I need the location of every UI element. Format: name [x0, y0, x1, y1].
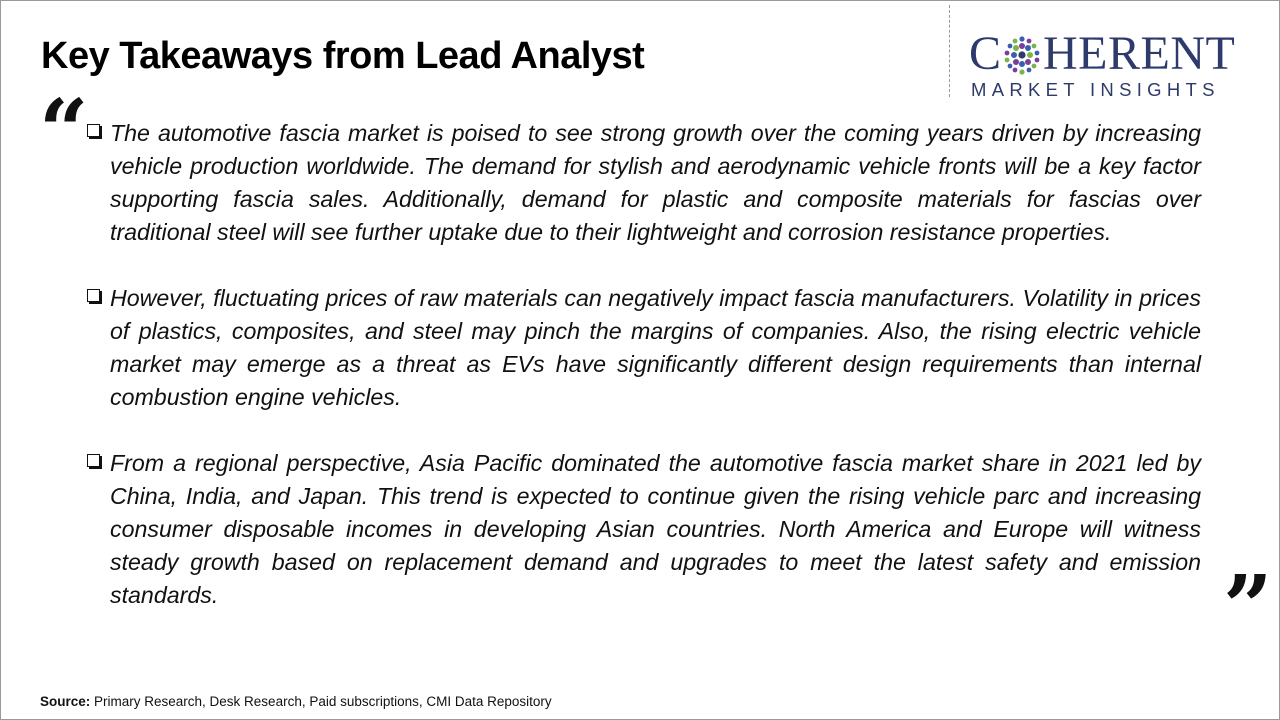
source-text: Primary Research, Desk Research, Paid subscriptions, CMI Data Repository [90, 694, 552, 709]
company-logo [969, 27, 1261, 101]
bullet-text: However, fluctuating prices of raw materials can negatively impact fascia manufacturers. Volatility in prices of plastics, composites, and steel may pinch the margins of companies. Also, the rising electric vehicle market may emerge as a threat as EVs have significantly different design requirements than internal combustion engine vehicles. [110, 285, 1201, 410]
logo-orb-icon [1002, 35, 1042, 75]
page-title: Key Takeaways from Lead Analyst [41, 35, 645, 77]
logo-letter-c: C [969, 27, 1002, 80]
checkbox-bullet-icon [87, 124, 100, 137]
logo-letters: HERENT [1043, 27, 1236, 80]
source-note [40, 694, 552, 709]
open-quote-icon: “ [39, 81, 89, 182]
bullet-text: From a regional perspective, Asia Pacific dominated the automotive fascia market share in 2021 led by China, India, and Japan. This trend is expected to continue given the rising vehicle parc and increasing consumer disposable incomes in developing Asian countries. North America and Europe will witness steady growth based on replacement demand and upgrades to meet the latest safety and emission standards. [110, 450, 1201, 608]
source-label: Source: [40, 694, 91, 709]
list-item [87, 447, 1201, 612]
checkbox-bullet-icon [87, 289, 100, 302]
logo-subtitle: MARKET INSIGHTS [971, 79, 1220, 100]
checkbox-bullet-icon [87, 454, 100, 467]
logo-wordmark [969, 27, 1261, 80]
close-quote-icon: ” [1223, 557, 1273, 658]
bullet-text: The automotive fascia market is poised to see strong growth over the coming years driven by increasing vehicle production worldwide. The demand for stylish and aerodynamic vehicle fronts will be a key factor supporting fascia sales. Additionally, demand for plastic and composite materials for fascias over traditional steel will see further uptake due to their lightweight and corrosion resistance properties. [110, 120, 1201, 245]
list-item [87, 282, 1201, 414]
list-item [87, 117, 1201, 249]
logo-divider [949, 5, 950, 97]
takeaways-list [87, 117, 1201, 645]
